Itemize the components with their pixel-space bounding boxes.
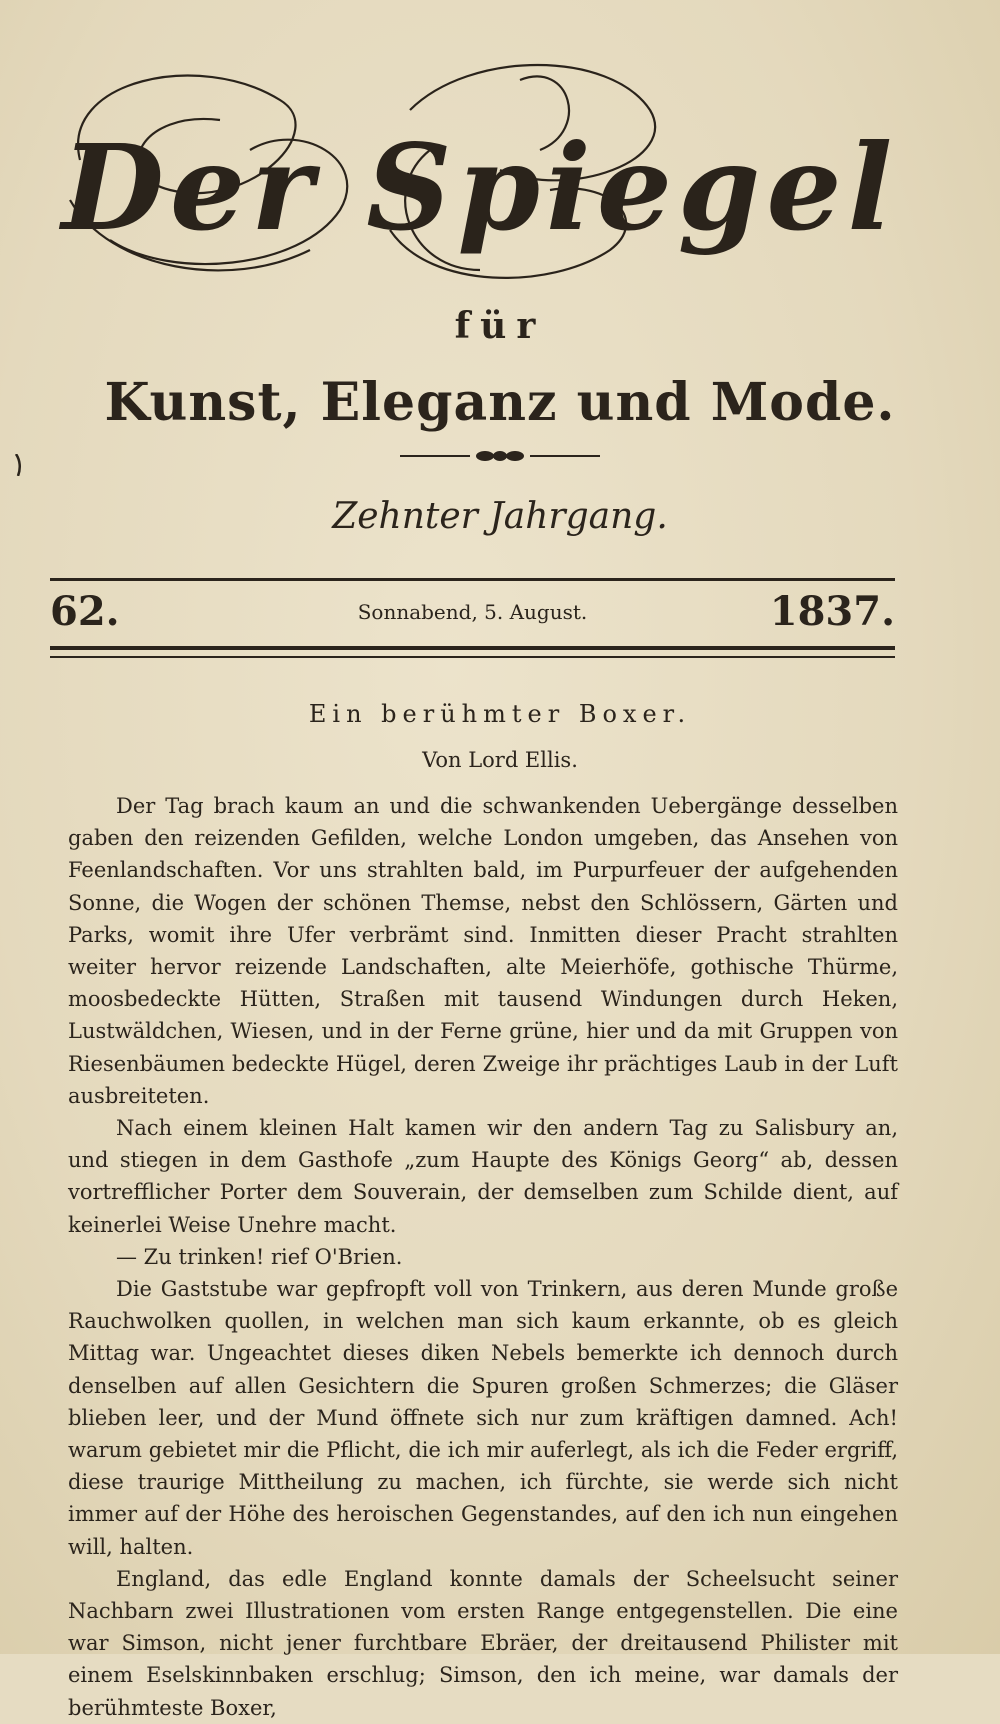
issue-number: 62.	[50, 588, 120, 635]
ornament-divider	[400, 448, 600, 464]
paragraph: Der Tag brach kaum an und die schwankenden Uebergänge desselben gaben den reizenden Gefilden, welche London umgeben, das Ansehen von Feenlandschaften. Vor uns strahlten bald, im Purpurfeuer der aufgehenden Sonne, die Wogen der schönen Themse, nebst den Schlössern, Gärten und Parks, womit ihre Ufer verbrämt sind. Inmitten dieser Pracht strahlten weiter hervor reizende Landschaften, alte Meierhöfe, gothische Thürme, moosbedeckte Hütten, Straßen mit tausend Windungen durch Heken, Lustwäldchen, Wiesen, und in der Ferne grüne, hier und da mit Gruppen von Riesenbäumen bedeckte Hügel, deren Zweige ihr prächtiges Laub in der Luft ausbreiteten.	[68, 794, 898, 1108]
issue-row	[50, 588, 895, 638]
paragraph: Nach einem kleinen Halt kamen wir den andern Tag zu Salisbury an, und stiegen in dem Gasthofe „zum Haupte des Königs Georg“ ab, dessen vortrefflicher Porter dem Souverain, der demselben zum Schilde dient, auf keinerlei Weise Unehre macht.	[68, 1116, 898, 1237]
paragraph: Die Gaststube war gepfropft voll von Trinkern, aus deren Munde große Rauchwolken quollen, in welchen man sich kaum erkannte, ob es gleich Mittag war. Ungeachtet dieses diken Nebels bemerkte ich dennoch durch denselben auf allen Gesichtern die Spuren großen Schmerzes; die Gläser blieben leer, und der Mund öffnete sich nur zum kräftigen damned. Ach! warum gebietet mir die Pflicht, die ich mir auferlegt, als ich die Feder ergriff, diese traurige Mittheilung zu machen, ich fürchte, sie werde sich nicht immer auf der Höhe des heroischen Gegenstandes, auf den ich nun eingehen will, halten.	[68, 1277, 898, 1559]
issue-date: Sonnabend, 5. August.	[357, 600, 588, 624]
article-body	[68, 790, 898, 1724]
rule-top	[50, 578, 895, 581]
paragraph: England, das edle England konnte damals der Scheelsucht seiner Nachbarn zwei Illustrationen vom ersten Range entgegenstellen. Die eine war Simson, nicht jener furchtbare Ebräer, der dreitausend Philister mit einem Eselskinnbaken erschlug; Simson, den ich meine, war damals der berühmteste Boxer,	[68, 1566, 898, 1720]
margin-ink-mark	[14, 454, 22, 476]
rule-double	[50, 646, 895, 658]
issue-year: 1837.	[769, 588, 895, 635]
article-byline: Von Lord Ellis.	[422, 748, 578, 772]
masthead	[50, 40, 910, 300]
article-title: Ein berühmter Boxer.	[308, 700, 692, 728]
handwritten-year-note: Zehnter Jahrgang.	[332, 496, 668, 537]
paragraph: — Zu trinken! rief O'Brien.	[116, 1244, 403, 1269]
masthead-title: Der Spiegel	[61, 118, 899, 257]
masthead-subtitle: Kunst, Eleganz und Mode.	[104, 372, 896, 433]
masthead-fuer: für	[454, 305, 546, 347]
